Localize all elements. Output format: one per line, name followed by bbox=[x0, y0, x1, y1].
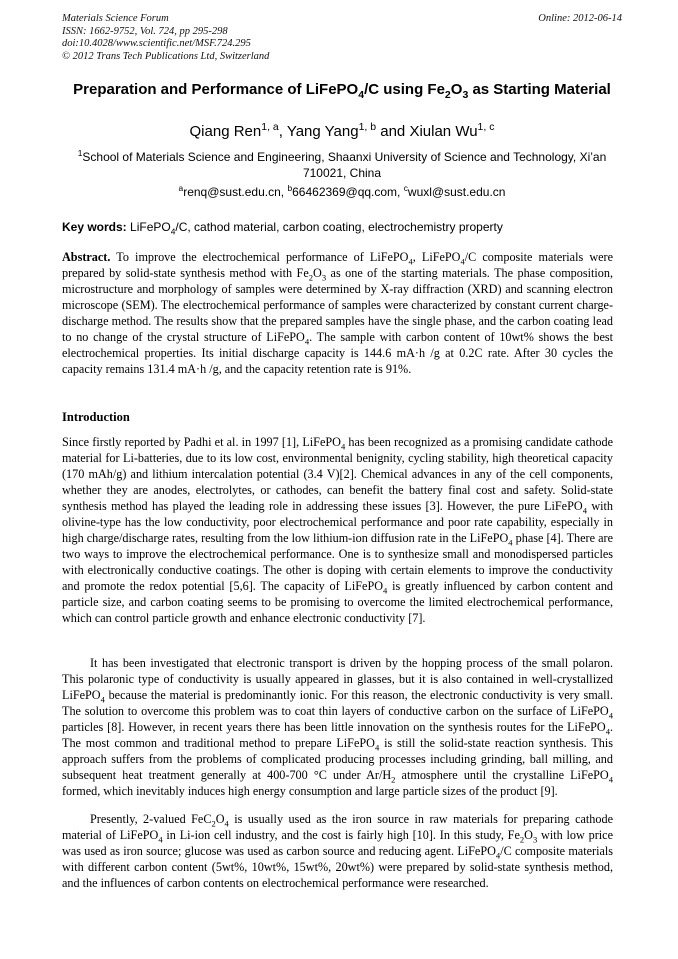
intro-paragraph-1: Since firstly reported by Padhi et al. in 1997 [1], LiFePO$_4$ has been recognized as a promising candidate cathode material for Li-batteries, due to its low cost, environmental benignity, cycling stability, high theoretical capacity (170 mAh/g) and lithium intercalation potential (3.4 V)[2]. Chemical advances in any of the cell components, whether they are anodes, electrolytes, or cathodes, can benefit the battery final cost and safety. Solid-state synthesis method has played the leading role in addressing these issues [3]. However, the pure LiFePO$_4$ with olivine-type has the low conductivity, poor electrochemical performance and poor rate capability, especially in high charge/discharge rates, resulting from the low lithium-ion diffusion rate in the LiFePO$_4$ phase [4]. There are two ways to improve the electrochemical performance. One is to synthesize small and monodispersed particles with electronically conductive coatings. The other is doping with certain elements to improve the conductivity and promote the redox potential [5,6]. The capacity of LiFePO$_4$ is greatly influenced by carbon content and particle size, and carbon coating seems to be promising to overcome the limited electrochemical performance, which can control particle growth and enhance electronic conductivity [7]. bbox=[62, 435, 614, 625]
journal-header bbox=[62, 13, 622, 63]
copyright-line: © 2012 Trans Tech Publications Ltd, Switzerland bbox=[62, 50, 270, 62]
affiliation: $^1$School of Materials Science and Engineering, Shaanxi University of Science and Technology, Xi’an 710021, China bbox=[77, 148, 607, 180]
section-heading-introduction: Introduction bbox=[62, 410, 130, 424]
keywords-label: Key words: bbox=[62, 220, 127, 234]
issn-line: ISSN: 1662-9752, Vol. 724, pp 295-298 bbox=[62, 25, 228, 37]
intro-paragraph-3: Presently, 2-valued $FeC_2O_4$ is usually used as the iron source in raw materials for preparing cathode material of LiFePO$_4$ in Li-ion cell industry, and the cost is fairly high [10]. In this study, $Fe_2O_3$ with low price was used as iron source; glucose was used as carbon source and reducing agent. LiFePO$_4$/C composite materials with different carbon content (5wt%, 10wt%, 15wt%, 20wt%) were prepared by solid-state synthesis method, and the influences of carbon contents on electrochemical performance were researched. bbox=[62, 812, 613, 890]
online-date: Online: 2012-06-14 bbox=[538, 13, 622, 24]
author-name: Yang Yang bbox=[286, 123, 359, 140]
author-list: Qiang Ren$^{1, a}$, Yang Yang$^{1, b}$ and Xiulan Wu$^{1, c}$ bbox=[189, 121, 495, 140]
intro-paragraph-2: It has been investigated that electronic transport is driven by the hopping process of the small polaron. This polaronic type of conductivity is usually appeared in glasses, but it is also contained in well-crystallized LiFePO$_4$ because the material is predominantly ionic. For this reason, the electronic conductivity is very small. The solution to overcome this problem was to coat thin layers of conductive carbon on the surface of LiFePO$_4$ particles [8]. However, in recent years there has been little innovation on the synthesis routes for the LiFePO$_4$. The most common and traditional method to prepare LiFePO$_4$ is still the solid-state reaction synthesis. This approach suffers from the problems of complicated producing processes including grinding, ball milling, and subsequent heat treatment generally at 400-700 °C under $Ar/H_2$ atmosphere until the crystalline LiFePO$_4$ formed, which inevitably induces high energy consumption and large particle sizes of the product [9]. bbox=[62, 656, 613, 798]
paper-title: Preparation and Performance of LiFePO$_4$/C using $Fe_2O_3$ as Starting Material bbox=[73, 81, 611, 101]
keywords: Key words: LiFePO$_4$/C, cathod material, carbon coating, electrochemistry property bbox=[62, 220, 503, 237]
abstract: Abstract. To improve the electrochemical performance of LiFePO$_4$, LiFePO$_4$/C composite materials were prepared by solid-state synthesis method with $Fe_2O_3$ as one of the starting materials. The phase composition, microstructure and morphology of samples were determined by X-ray diffraction (XRD) and scanning electron microscope (SEM). The electrochemical performance of samples were characterized by constant current charge-discharge method. The results show that the prepared samples have the single phase, and the carbon coating lead to no change of the crystal structure of LiFePO$_4$. The sample with carbon content of 10wt% shows the best electrochemical properties. Its initial discharge capacity is 144.6 mA·h /g at 0.2C rate. After 30 cycles the capacity remains 131.4 mA·h /g, and the capacity retention rate is 91%. bbox=[62, 250, 613, 376]
doi-line: doi:10.4028/www.scientific.net/MSF.724.295 bbox=[62, 38, 251, 49]
author-name: Qiang Ren bbox=[189, 123, 262, 140]
author-name: Xiulan Wu bbox=[409, 123, 478, 140]
journal-name: Materials Science Forum bbox=[62, 13, 169, 24]
author-emails: $^a$renq@sust.edu.cn, $^b$66462369@qq.com, $^c$wuxl@sust.edu.cn bbox=[178, 183, 506, 199]
abstract-label: Abstract. bbox=[62, 250, 111, 264]
